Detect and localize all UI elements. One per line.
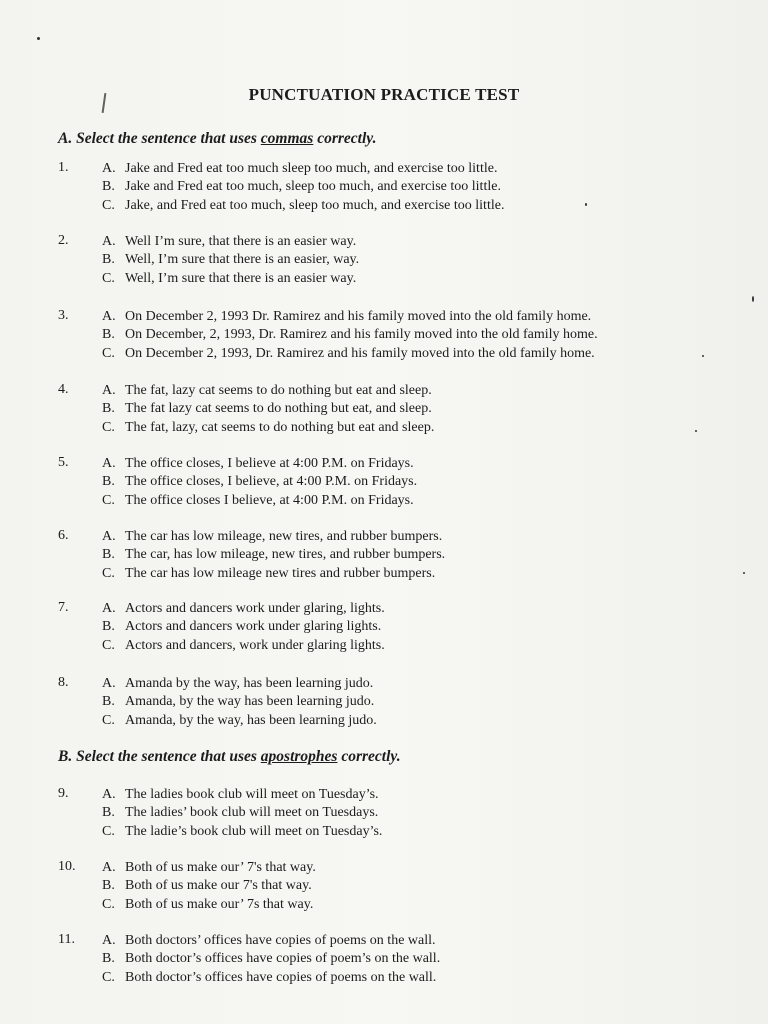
option-letter: C.: [102, 492, 115, 508]
scan-speck: [752, 296, 754, 302]
option-text: The ladies’ book club will meet on Tuesdays.: [125, 805, 379, 821]
option-letter: B.: [102, 179, 115, 195]
option-letter: C.: [102, 969, 115, 985]
option-text: The fat, lazy cat seems to do nothing but eat and sleep.: [125, 383, 432, 398]
answer-option: [102, 197, 504, 215]
answer-option: [102, 969, 436, 987]
answer-option: [102, 382, 432, 400]
option-letter: B.: [102, 474, 115, 490]
option-text: Both of us make our’ 7's that way.: [125, 860, 316, 875]
option-text: The car, has low mileage, new tires, and rubber bumpers.: [125, 547, 446, 563]
answer-option: [102, 877, 312, 895]
option-letter: B.: [102, 327, 115, 343]
option-text: Amanda by the way, has been learning judo.: [125, 676, 374, 691]
option-letter: B.: [102, 694, 115, 710]
section-a-heading: [58, 130, 376, 148]
scan-speck: [695, 430, 697, 432]
question-number: 1.: [58, 160, 69, 175]
option-letter: B.: [102, 805, 115, 821]
option-letter: C.: [102, 565, 115, 581]
answer-option: [102, 859, 316, 877]
question-number: 6.: [58, 528, 69, 543]
option-text: Amanda, by the way, has been learning judo.: [125, 712, 377, 728]
option-text: The car has low mileage new tires and rubber bumpers.: [125, 565, 436, 581]
question-number: 5.: [58, 455, 69, 470]
section-a-trail: correctly.: [317, 130, 377, 147]
answer-option: [102, 565, 435, 583]
option-text: Jake and Fred eat too much, sleep too much, and exercise too little.: [125, 179, 501, 195]
option-text: Both doctor’s offices have copies of poem’s on the wall.: [125, 951, 441, 967]
option-letter: C.: [102, 712, 115, 728]
section-b-heading: [58, 748, 401, 766]
option-letter: C.: [102, 637, 115, 653]
answer-option: [102, 178, 501, 196]
answer-option: [102, 528, 442, 546]
question-number: 11.: [58, 932, 75, 947]
answer-option: [102, 270, 356, 288]
option-letter: A.: [102, 601, 116, 616]
option-text: Both doctors’ offices have copies of poems on the wall.: [125, 933, 436, 948]
answer-option: [102, 618, 381, 636]
option-text: Actors and dancers work under glaring, lights.: [125, 601, 385, 616]
option-text: On December 2, 1993, Dr. Ramirez and his family moved into the old family home.: [125, 345, 595, 361]
answer-option: [102, 345, 595, 363]
option-text: Both of us make our’ 7s that way.: [125, 896, 314, 912]
section-a-keyword: commas: [260, 130, 314, 147]
option-text: The fat lazy cat seems to do nothing but eat, and sleep.: [125, 401, 432, 417]
answer-option: [102, 950, 440, 968]
question-number: 10.: [58, 859, 76, 874]
option-letter: B.: [102, 878, 115, 894]
answer-option: [102, 400, 432, 418]
answer-option: [102, 546, 445, 564]
answer-option: [102, 251, 359, 269]
option-letter: B.: [102, 619, 115, 635]
option-text: On December 2, 1993 Dr. Ramirez and his family moved into the old family home.: [125, 309, 592, 324]
option-letter: A.: [102, 234, 116, 249]
answer-option: [102, 675, 373, 693]
section-a-lead: Select the sentence that uses: [76, 130, 257, 147]
option-text: Jake, and Fred eat too much, sleep too much, and exercise too little.: [125, 197, 505, 213]
option-letter: C.: [102, 823, 115, 839]
answer-option: [102, 804, 378, 822]
scan-speck: [702, 355, 704, 357]
option-text: The office closes I believe, at 4:00 P.M. on Fridays.: [125, 492, 414, 508]
option-text: The office closes, I believe at 4:00 P.M. on Fridays.: [125, 456, 414, 471]
answer-option: [102, 932, 436, 950]
answer-option: [102, 419, 434, 437]
section-b-prefix: B.: [58, 748, 73, 765]
option-letter: A.: [102, 309, 116, 324]
option-text: Jake and Fred eat too much sleep too much, and exercise too little.: [125, 161, 498, 176]
option-letter: A.: [102, 383, 116, 398]
option-letter: C.: [102, 345, 115, 361]
option-text: Well, I’m sure that there is an easier way.: [125, 270, 357, 286]
option-text: Well I’m sure, that there is an easier way.: [125, 234, 357, 249]
option-text: The car has low mileage, new tires, and rubber bumpers.: [125, 529, 443, 544]
question-number: 8.: [58, 675, 69, 690]
option-text: Well, I’m sure that there is an easier, way.: [125, 252, 360, 268]
answer-option: [102, 492, 414, 510]
question-number: 4.: [58, 382, 69, 397]
answer-option: [102, 693, 374, 711]
option-text: Actors and dancers, work under glaring lights.: [125, 637, 385, 653]
question-number: 3.: [58, 308, 69, 323]
scan-speck: [585, 203, 587, 206]
option-text: The fat, lazy, cat seems to do nothing but eat and sleep.: [125, 419, 435, 435]
option-letter: B.: [102, 401, 115, 417]
section-b-keyword: apostrophes: [260, 748, 338, 765]
page-title: PUNCTUATION PRACTICE TEST: [248, 85, 520, 104]
section-b-lead: Select the sentence that uses: [76, 748, 257, 765]
option-text: The ladie’s book club will meet on Tuesday’s.: [125, 823, 383, 839]
answer-option: [102, 823, 382, 841]
answer-option: [102, 233, 356, 251]
section-b-trail: correctly.: [341, 748, 401, 765]
option-text: Amanda, by the way has been learning judo.: [125, 694, 375, 710]
option-text: Actors and dancers work under glaring lights.: [125, 619, 382, 635]
option-letter: A.: [102, 860, 116, 875]
answer-option: [102, 637, 385, 655]
option-letter: C.: [102, 197, 115, 213]
option-letter: B.: [102, 252, 115, 268]
option-letter: C.: [102, 270, 115, 286]
option-letter: A.: [102, 676, 116, 691]
option-letter: A.: [102, 456, 116, 471]
option-letter: C.: [102, 896, 115, 912]
option-text: Both of us make our 7's that way.: [125, 878, 312, 894]
answer-option: [102, 326, 598, 344]
option-text: Both doctor’s offices have copies of poems on the wall.: [125, 969, 437, 985]
option-letter: A.: [102, 787, 116, 802]
option-letter: B.: [102, 547, 115, 563]
option-letter: A.: [102, 161, 116, 176]
section-a-prefix: A.: [58, 130, 73, 147]
option-letter: B.: [102, 951, 115, 967]
answer-option: [102, 308, 591, 326]
scan-speck: [37, 37, 40, 40]
option-text: On December, 2, 1993, Dr. Ramirez and his family moved into the old family home.: [125, 327, 598, 343]
question-number: 9.: [58, 786, 69, 801]
answer-option: [102, 473, 417, 491]
question-number: 2.: [58, 233, 69, 248]
answer-option: [102, 600, 385, 618]
option-letter: A.: [102, 529, 116, 544]
answer-option: [102, 160, 497, 178]
answer-option: [102, 712, 377, 730]
scan-speck: [743, 572, 745, 574]
answer-option: [102, 455, 414, 473]
answer-option: [102, 896, 313, 914]
answer-option: [102, 786, 379, 804]
question-number: 7.: [58, 600, 69, 615]
option-text: The ladies book club will meet on Tuesday’s.: [125, 787, 379, 802]
option-letter: C.: [102, 419, 115, 435]
option-letter: A.: [102, 933, 116, 948]
option-text: The office closes, I believe, at 4:00 P.M. on Fridays.: [125, 474, 418, 490]
